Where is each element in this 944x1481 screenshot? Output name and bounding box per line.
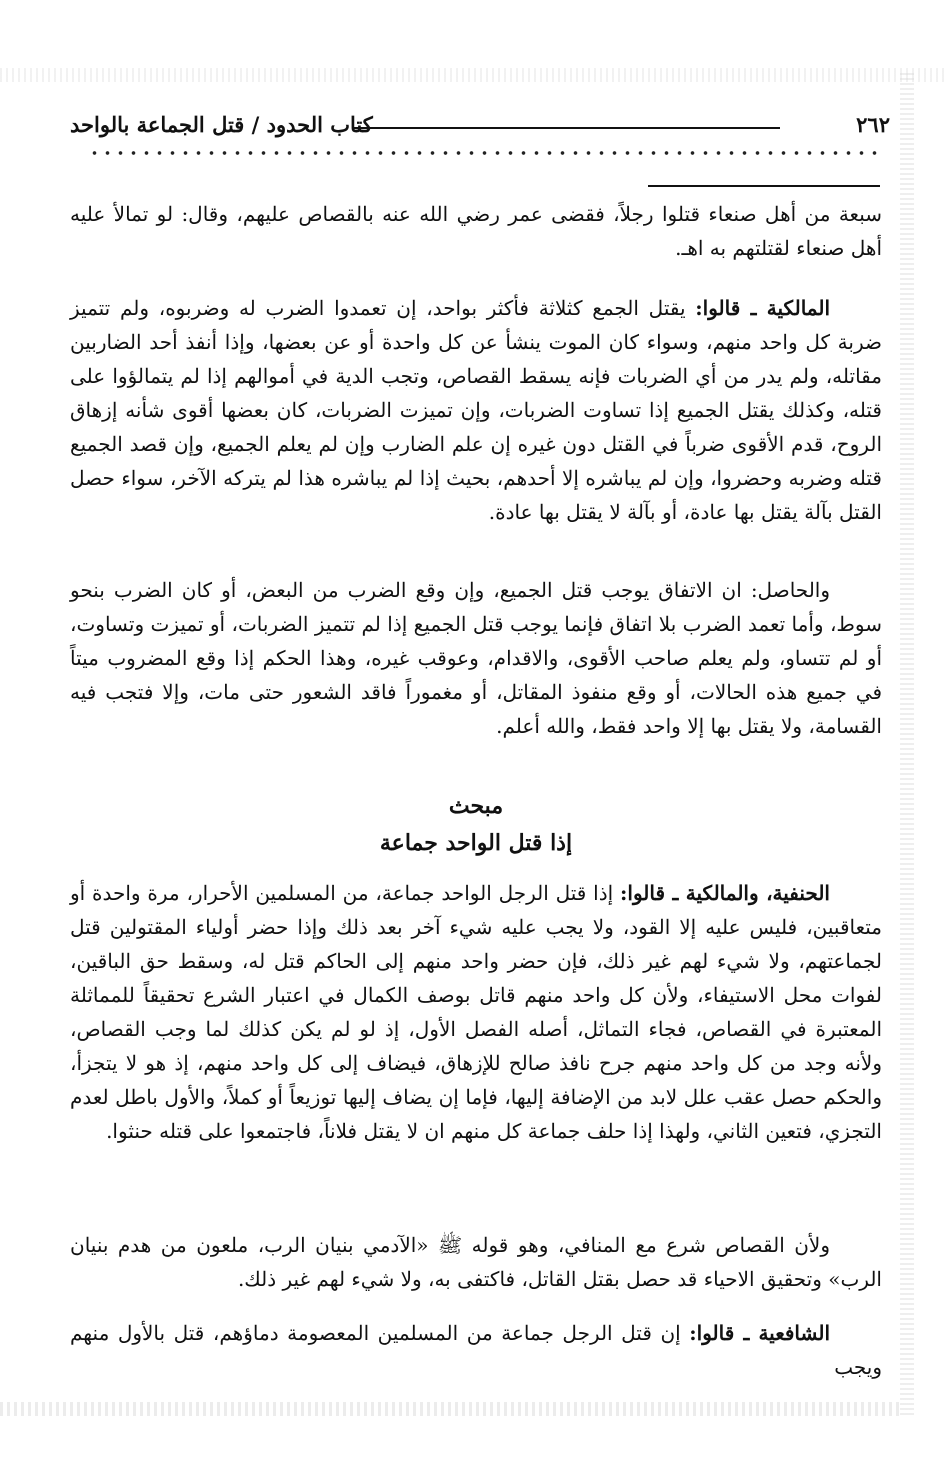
shafii-label: الشافعية ـ قالوا:: [689, 1321, 831, 1345]
scan-noise-bottom: [0, 1402, 900, 1416]
page-header: [70, 108, 890, 142]
hanafi-paragraph: [70, 876, 882, 1148]
maliki-text: يقتل الجمع كثلاثة فأكثر بواحد، إن تعمدوا الضرب له وضربوه، ولم تتميز ضربة كل واحد منهم، وسواء كان الموت ينشأ عن كل واحدة أو عن بعضها، وإذا أنفذ أحد الضاربين مقاتله، ولم يدر من أي الضربات فإنه يسقط القصاص، وتجب الدية في أموالهم إذا لم يتمالؤوا على قتله، وكذلك يقتل الجميع إذا تساوت الضربات، وإن تميزت الضربات، كان بعضها أقوى شأنه إزهاق الروح، قدم الأقوى ضرباً في القتل دون غيره إن علم الضارب وإن لم يعلم الجميع، وإن قصد الجميع قتله وضربه وحضروا، وإن لم يباشره إلا أحدهم، بحيث إذا لم يباشره هذا لم يتركه الآخر، سواء حصل القتل بآلة يقتل بها عادة، أو بآلة لا يقتل بها عادة.: [70, 296, 882, 524]
footnote-rule: [648, 185, 880, 187]
footnote-continuation: [70, 197, 882, 265]
shafii-paragraph: [70, 1316, 882, 1384]
summary-text: والحاصل: ان الاتفاق يوجب قتل الجميع، وإن وقع الضرب من البعض، أو كان الضرب بنحو سوط، وأما تعمد الضرب بلا اتفاق فإنما يوجب قتل الجميع إذا لم تتميز الضربات، أو تميزت وتساوت، أو لم تتساو، ولم يعلم صاحب الأقوى، والاقدام، وعوقب غيره، وهذا الحكم إذا وقع المضروب ميتاً في جميع هذه الحالات، أو وقع منفوذ المقاتل، أو مغموراً فاقد الشعور حتى مات، وإلا فتجب فيه القسامة، ولا يقتل بها إلا واحد فقط، والله أعلم.: [70, 578, 882, 738]
maliki-label: المالكية ـ قالوا:: [695, 296, 830, 320]
section-title: مبحث: [448, 793, 504, 819]
dotted-separator: [88, 150, 878, 156]
running-title: كتاب الحدود / قتل الجماعة بالواحد: [70, 112, 373, 137]
hanafi-text: إذا قتل الرجل الواحد جماعة، من المسلمين الأحرار، مرة واحدة أو متعاقبين، فليس عليه إلا القود، ولا يجب عليه شيء آخر بعد ذلك وإذا حضر أولياء المقتولين قتل لجماعتهم، ولا شيء لهم غير ذلك، فإن حضر واحد منهم إلى الحاكم قتل له، وسقط حق الباقين، لفوات محل الاستيفاء، ولأن كل واحد منهم قاتل بوصف الكمال في اعتبار الشرع تحقيقاً للمماثلة المعتبرة في القصاص، فجاء التماثل، أصله الفصل الأول، إذ لو لم يكن كذلك لما وجب القصاص، ولأنه وجد من كل واحد منهم جرح نافذ صالح للإزهاق، فيضاف إلى كل واحد منهم، إذ هو لا يتجزأ، والحكم حصل عقب علل لابد من الإضافة إليها، فإما إن يضاف إليها توزيعاً أو كملاً، والأول باطل لعدم التجزي، فتعين الثاني، ولهذا إذا حلف جماعة كل منهم ان لا يقتل فلاناً، فاجتمعوا على قتله حنثوا.: [70, 881, 882, 1143]
summary-paragraph: [70, 573, 882, 743]
header-rule: [352, 127, 780, 129]
footnote-text: سبعة من أهل صنعاء قتلوا رجلاً، فقضى عمر رضي الله عنه بالقصاص عليهم، وقال: لو تمالأ عليه أهل صنعاء لقتلتهم به اهـ.: [70, 202, 882, 260]
section-subtitle: إذا قتل الواحد جماعة: [379, 830, 573, 856]
shafii-text: إن قتل الرجل جماعة من المسلمين المعصومة دماؤهم، قتل بالأول منهم ويجب: [70, 1321, 882, 1379]
hanafi-label: الحنفية، والمالكية ـ قالوا:: [620, 881, 830, 905]
scan-noise-top: [0, 68, 944, 82]
hadith-paragraph: [70, 1228, 882, 1296]
scan-noise-right: [900, 70, 914, 1415]
hadith-text: ولأن القصاص شرع مع المنافي، وهو قوله ﷺ «الآدمي بنيان الرب، ملعون من هدم بنيان الرب» وتحقيق الاحياء قد حصل بقتل القاتل، فاكتفى به، ولا شيء لهم غير ذلك.: [70, 1233, 882, 1291]
page-number: ٢٦٢: [856, 112, 890, 137]
maliki-paragraph: [70, 291, 882, 529]
